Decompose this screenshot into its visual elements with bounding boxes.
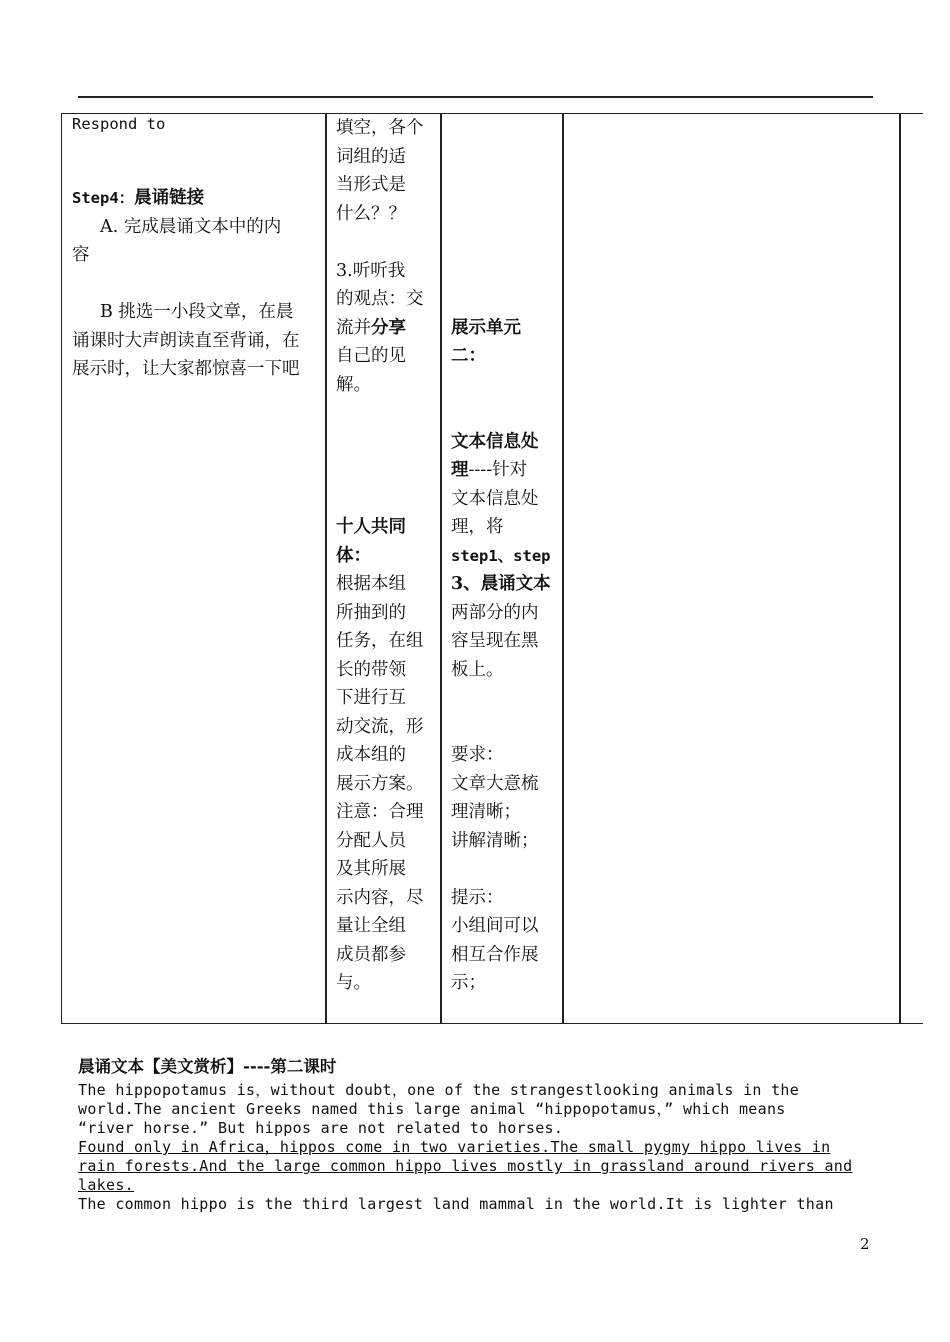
- group-line: 注意：合理: [336, 802, 424, 822]
- reading-line: world.The ancient Greeks named this large animal “hippopotamus，” which means: [78, 1100, 786, 1118]
- display-line: 理，将: [451, 517, 504, 537]
- lesson-table: [61, 113, 923, 1024]
- table-cell-display: [451, 114, 561, 998]
- step4-b-line: 诵课时大声朗读直至背诵，在: [72, 330, 300, 351]
- reading-line: The hippopotamus is，without doubt，one of the strangestlooking animals in the: [78, 1081, 800, 1099]
- task-line: 词组的适: [336, 146, 406, 167]
- reading-line: The common hippo is the third largest land mammal in the world.It is lighter than: [78, 1195, 834, 1213]
- task-line: 3.听听我: [336, 260, 406, 281]
- display-line: 容呈现在黑: [451, 631, 539, 651]
- requirement-line: 文章大意梳: [451, 773, 539, 794]
- task-line: 填空，各个: [336, 118, 424, 138]
- requirement-line: 理清晰；: [451, 802, 521, 822]
- reading-line-underlined: Found only in Africa，hippos come in two varieties.The small pygmy hippo lives in: [78, 1138, 831, 1156]
- group-heading: 体：: [336, 545, 371, 566]
- requirement-line: 要求：: [451, 745, 504, 765]
- step4-b-line: B 挑选一小段文章，在晨: [100, 302, 294, 322]
- reading-line-underlined: rain forests.And the large common hippo lives mostly in grassland around rivers and: [78, 1157, 853, 1175]
- step4-b-line: 展示时，让大家都惊喜一下吧: [72, 359, 300, 379]
- respond-text: Respond to: [72, 115, 166, 133]
- task-line: 当形式是: [336, 175, 406, 195]
- task-line: 流并分享: [336, 317, 406, 338]
- group-line: 示内容，尽: [336, 887, 424, 908]
- step4-a-line: 容: [72, 245, 90, 265]
- table-cell-tasks: [336, 114, 434, 998]
- group-line: 与。: [336, 973, 371, 993]
- task-line: 什么？？: [336, 203, 406, 224]
- table-divider: [325, 114, 327, 1023]
- group-line: 所抽到的: [336, 602, 406, 623]
- group-heading: 十人共同: [336, 517, 406, 537]
- group-line: 下进行互: [336, 688, 406, 708]
- table-divider: [562, 114, 564, 1023]
- display-line: 文本信息处: [451, 488, 539, 509]
- task-line: 解。: [336, 374, 371, 395]
- display-line: 理----针对: [451, 460, 528, 480]
- table-cell-activities: [72, 114, 318, 384]
- reading-line-underlined: lakes.: [78, 1176, 134, 1194]
- task-line: 的观点：交: [336, 289, 424, 309]
- hint-line: 小组间可以: [451, 916, 539, 936]
- group-line: 长的带领: [336, 659, 406, 680]
- reading-line: “river horse.” But hippos are not related to horses.: [78, 1119, 564, 1137]
- table-divider: [899, 114, 901, 1023]
- reading-title: 晨诵文本【美文赏析】----第二课时: [78, 1057, 337, 1076]
- header-rule: [78, 96, 873, 98]
- task-line: 自己的见: [336, 346, 406, 366]
- group-line: 及其所展: [336, 859, 406, 879]
- hint-line: 示；: [451, 973, 486, 993]
- display-line: 板上。: [451, 659, 504, 680]
- group-line: 分配人员: [336, 830, 406, 851]
- unit-heading: 二：: [451, 346, 486, 366]
- requirement-line: 讲解清晰；: [451, 830, 539, 851]
- display-line: 3、晨诵文本: [451, 574, 551, 594]
- group-line: 展示方案。: [336, 773, 424, 794]
- group-line: 根据本组: [336, 574, 406, 594]
- group-line: 成本组的: [336, 745, 406, 765]
- group-line: 量让全组: [336, 916, 406, 936]
- table-divider: [440, 114, 442, 1023]
- group-line: 成员都参: [336, 944, 406, 965]
- hint-line: 提示：: [451, 887, 504, 908]
- display-line: 文本信息处: [451, 431, 539, 452]
- step4-a-line: A. 完成晨诵文本中的内: [100, 216, 282, 237]
- step4-heading: Step4：晨诵链接: [72, 188, 205, 208]
- hint-line: 相互合作展: [451, 944, 539, 965]
- display-line: 两部分的内: [451, 602, 539, 623]
- display-line: step1、step: [451, 546, 551, 565]
- unit-heading: 展示单元: [451, 317, 521, 338]
- group-line: 任务，在组: [336, 631, 424, 651]
- page-number: 2: [860, 1235, 870, 1253]
- group-line: 动交流，形: [336, 716, 424, 737]
